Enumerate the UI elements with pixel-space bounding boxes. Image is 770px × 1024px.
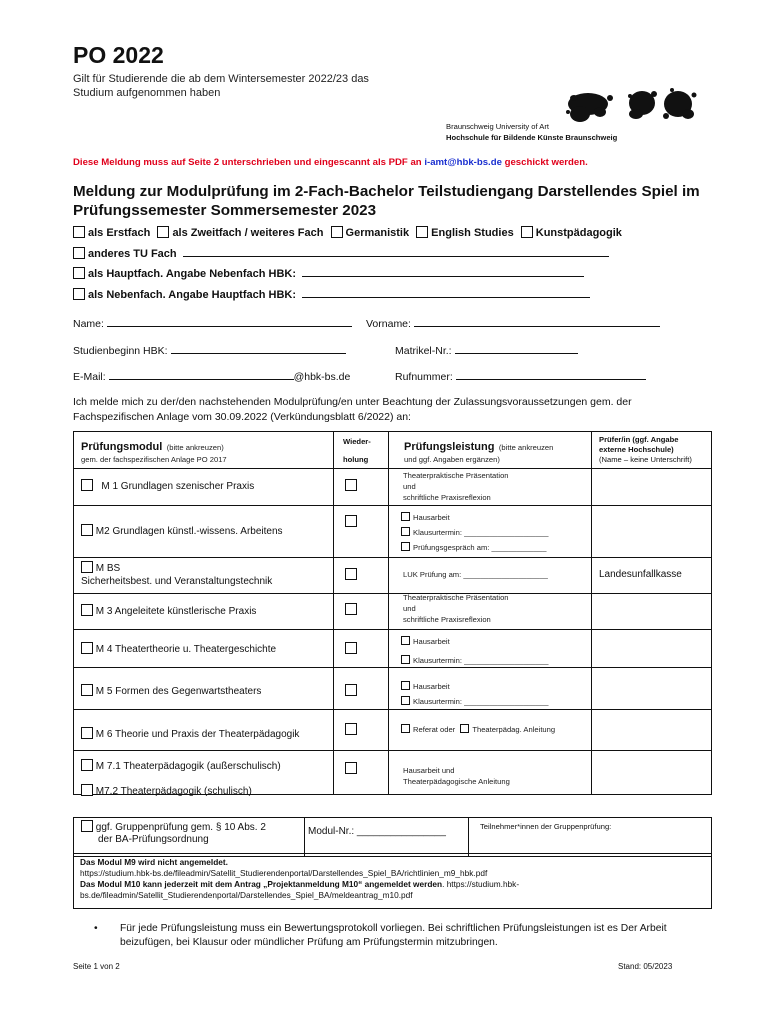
m4-hausarbeit-checkbox[interactable] xyxy=(401,636,410,645)
m2-checkbox[interactable] xyxy=(81,524,93,536)
notice: Diese Meldung muss auf Seite 2 unterschrieben und eingescannt als PDF an i-amt@hbk-bs.de geschickt werden. xyxy=(73,157,588,168)
studienbeginn-field[interactable] xyxy=(171,353,346,354)
m1-checkbox[interactable] xyxy=(81,479,93,491)
m10-link[interactable]: bs.de/fileadmin/Satellit_Studierendenportal/Darstellendes_Spiel_BA/meldeantrag_m10.pdf xyxy=(80,890,413,900)
mbs-checkbox[interactable] xyxy=(81,561,93,573)
form-heading: Meldung zur Modulprüfung im 2-Fach-Bachelor Teilstudiengang Darstellendes Spiel im Prüfungssemester Sommersemester 2023 xyxy=(73,183,700,219)
page-subtitle: Gilt für Studierende die ab dem Wintersemester 2022/23 das Studium aufgenommen haben xyxy=(73,73,369,99)
m4-checkbox[interactable] xyxy=(81,642,93,654)
m7-wiederholung-checkbox[interactable] xyxy=(345,762,357,774)
m5-checkbox[interactable] xyxy=(81,684,93,696)
nebenfach-input[interactable] xyxy=(302,276,584,277)
matrikel-field[interactable] xyxy=(455,353,578,354)
intro-text: Ich melde mich zu der/den nachstehenden Modulprüfung/en unter Beachtung der Zulassungsvoraussetzungen gem. der Fachspezifischen Anlage vom 30.09.2022 (Verkündungsblatt 6/2022) an: xyxy=(73,396,632,423)
kunstpaed-checkbox[interactable] xyxy=(521,226,533,238)
m1-wiederholung-checkbox[interactable] xyxy=(345,479,357,491)
nebenfach-checkbox[interactable] xyxy=(73,288,85,300)
m6-anleitung-checkbox[interactable] xyxy=(460,724,469,733)
m6-checkbox[interactable] xyxy=(81,727,93,739)
m5-klausur-checkbox[interactable] xyxy=(401,696,410,705)
bullet-icon: • xyxy=(94,923,98,934)
m4-wiederholung-checkbox[interactable] xyxy=(345,642,357,654)
m2-wiederholung-checkbox[interactable] xyxy=(345,515,357,527)
zweitfach-checkbox[interactable] xyxy=(157,226,169,238)
logo-line-2: Hochschule für Bildende Künste Braunschweig xyxy=(446,133,618,142)
anderes-checkbox[interactable] xyxy=(73,247,85,259)
email-field[interactable] xyxy=(109,379,294,380)
stand-date: Stand: 05/2023 xyxy=(618,962,673,971)
module-info-box: Das Modul M9 wird nicht angemeldet. https://studium.hbk-bs.de/fileadmin/Satellit_Studierendenportal/Darstellendes_Spiel_BA/richtlinien_m9_hbk.pdf Das Modul M10 kann jederzeit mit dem Antrag „Projektanmeldung M10“ angemeldet werden. https://studium.hbk- bs.de/fileadmin/Satellit_Studierendenportal/Darstellendes_Spiel_BA/meldeantrag_m10.pdf xyxy=(73,853,712,909)
bullet-note: • Für jede Prüfungsleistung muss ein Bewertungsprotokoll vorliegen. Bei schriftlichen Prüfungsleistungen ist es Der Arbeit beizufügen, bei Klausur oder mündlicher Prüfung am Prüfungstermin mitzubringen. xyxy=(94,923,667,948)
modul-nr-field[interactable]: Modul-Nr.: ________________ xyxy=(308,826,446,837)
m9-link[interactable]: https://studium.hbk-bs.de/fileadmin/Satellit_Studierendenportal/Darstellendes_Spiel_BA/richtlinien_m9_hbk.pdf xyxy=(80,868,488,878)
hbk-logo xyxy=(440,86,700,146)
m72-checkbox[interactable] xyxy=(81,784,93,796)
subject-options: als Erstfach als Zweitfach / weiteres Fach Germanistik English Studies Kunstpädagogik xyxy=(73,226,622,239)
hauptfach-row: als Hauptfach. Angabe Nebenfach HBK: xyxy=(73,267,584,280)
vorname-field[interactable] xyxy=(414,326,660,327)
m5-wiederholung-checkbox[interactable] xyxy=(345,684,357,696)
m3-checkbox[interactable] xyxy=(81,604,93,616)
page-title: PO 2022 xyxy=(73,42,164,68)
m4-klausur-checkbox[interactable] xyxy=(401,655,410,664)
m3-wiederholung-checkbox[interactable] xyxy=(345,603,357,615)
email-link[interactable]: i-amt@hbk-bs.de xyxy=(424,157,502,168)
logo-line-1: Braunschweig University of Art xyxy=(446,122,549,131)
m2-gespraech-checkbox[interactable] xyxy=(401,542,410,551)
rufnummer-field[interactable] xyxy=(456,379,646,380)
english-checkbox[interactable] xyxy=(416,226,428,238)
page-number: Seite 1 von 2 xyxy=(73,962,120,971)
group-exam-checkbox[interactable] xyxy=(81,820,93,832)
m6-wiederholung-checkbox[interactable] xyxy=(345,723,357,735)
hauptfach-input[interactable] xyxy=(302,297,590,298)
mbs-wiederholung-checkbox[interactable] xyxy=(345,568,357,580)
anderes-row: anderes TU Fach xyxy=(73,247,609,260)
anderes-input[interactable] xyxy=(183,256,609,257)
m2-hausarbeit-checkbox[interactable] xyxy=(401,512,410,521)
m71-checkbox[interactable] xyxy=(81,759,93,771)
m6-referat-checkbox[interactable] xyxy=(401,724,410,733)
nebenfach-row: als Nebenfach. Angabe Hauptfach HBK: xyxy=(73,288,590,301)
germanistik-checkbox[interactable] xyxy=(331,226,343,238)
group-participants: Teilnehmer*innen der Gruppenprüfung: xyxy=(480,822,612,831)
hauptfach-checkbox[interactable] xyxy=(73,267,85,279)
m5-hausarbeit-checkbox[interactable] xyxy=(401,681,410,690)
mbs-pruefer: Landesunfallkasse xyxy=(599,569,682,580)
group-exam: ggf. Gruppenprüfung gem. § 10 Abs. 2 der BA-Prüfungsordnung xyxy=(81,820,266,846)
m2-klausur-checkbox[interactable] xyxy=(401,527,410,536)
exam-table: Prüfungsmodul (bitte ankreuzen) gem. der fachspezifischen Anlage PO 2017 Wieder- holung Prüfungsleistung (bitte ankreuzen und ggf. Angaben ergänzen) Prüfer/in (ggf. Angabe externe Hochschule) (Name – keine Unterschrift) M 1 Grundlagen szenischer Praxis M2 Grundlagen künstl.-wissens. Arbeitens M BS Sicherheitsbest. und Veranstaltungstechnik M 3 Angeleitete künstlerische Praxis M 4 Theatertheorie u. Theatergeschichte M 5 Formen des Gegenwartstheaters M 6 Theorie und Praxis der Theaterpädagogik M 7.1 Theaterpädagogik (außerschulisch) M7.2 Theaterpädagogik (schulisch) Theaterpraktische Präsentation und schriftliche Praxisreflexion Hausarbeit Klausurtermin: ____________________ Prüfungsgespräch am: _____________ LUK Prüfung am: ____________________ Landesunfallkasse Theaterpraktische Präsentation und schriftliche Praxisreflexion Hausarbeit Klausurtermin: ____________________ Hausarbeit Klausurtermin: ____________________ Referat oder Theaterpädag. Anleitung Hausarbeit und Theaterpädagogische Anleitung xyxy=(73,431,712,831)
erstfach-checkbox[interactable] xyxy=(73,226,85,238)
name-field[interactable] xyxy=(107,326,352,327)
